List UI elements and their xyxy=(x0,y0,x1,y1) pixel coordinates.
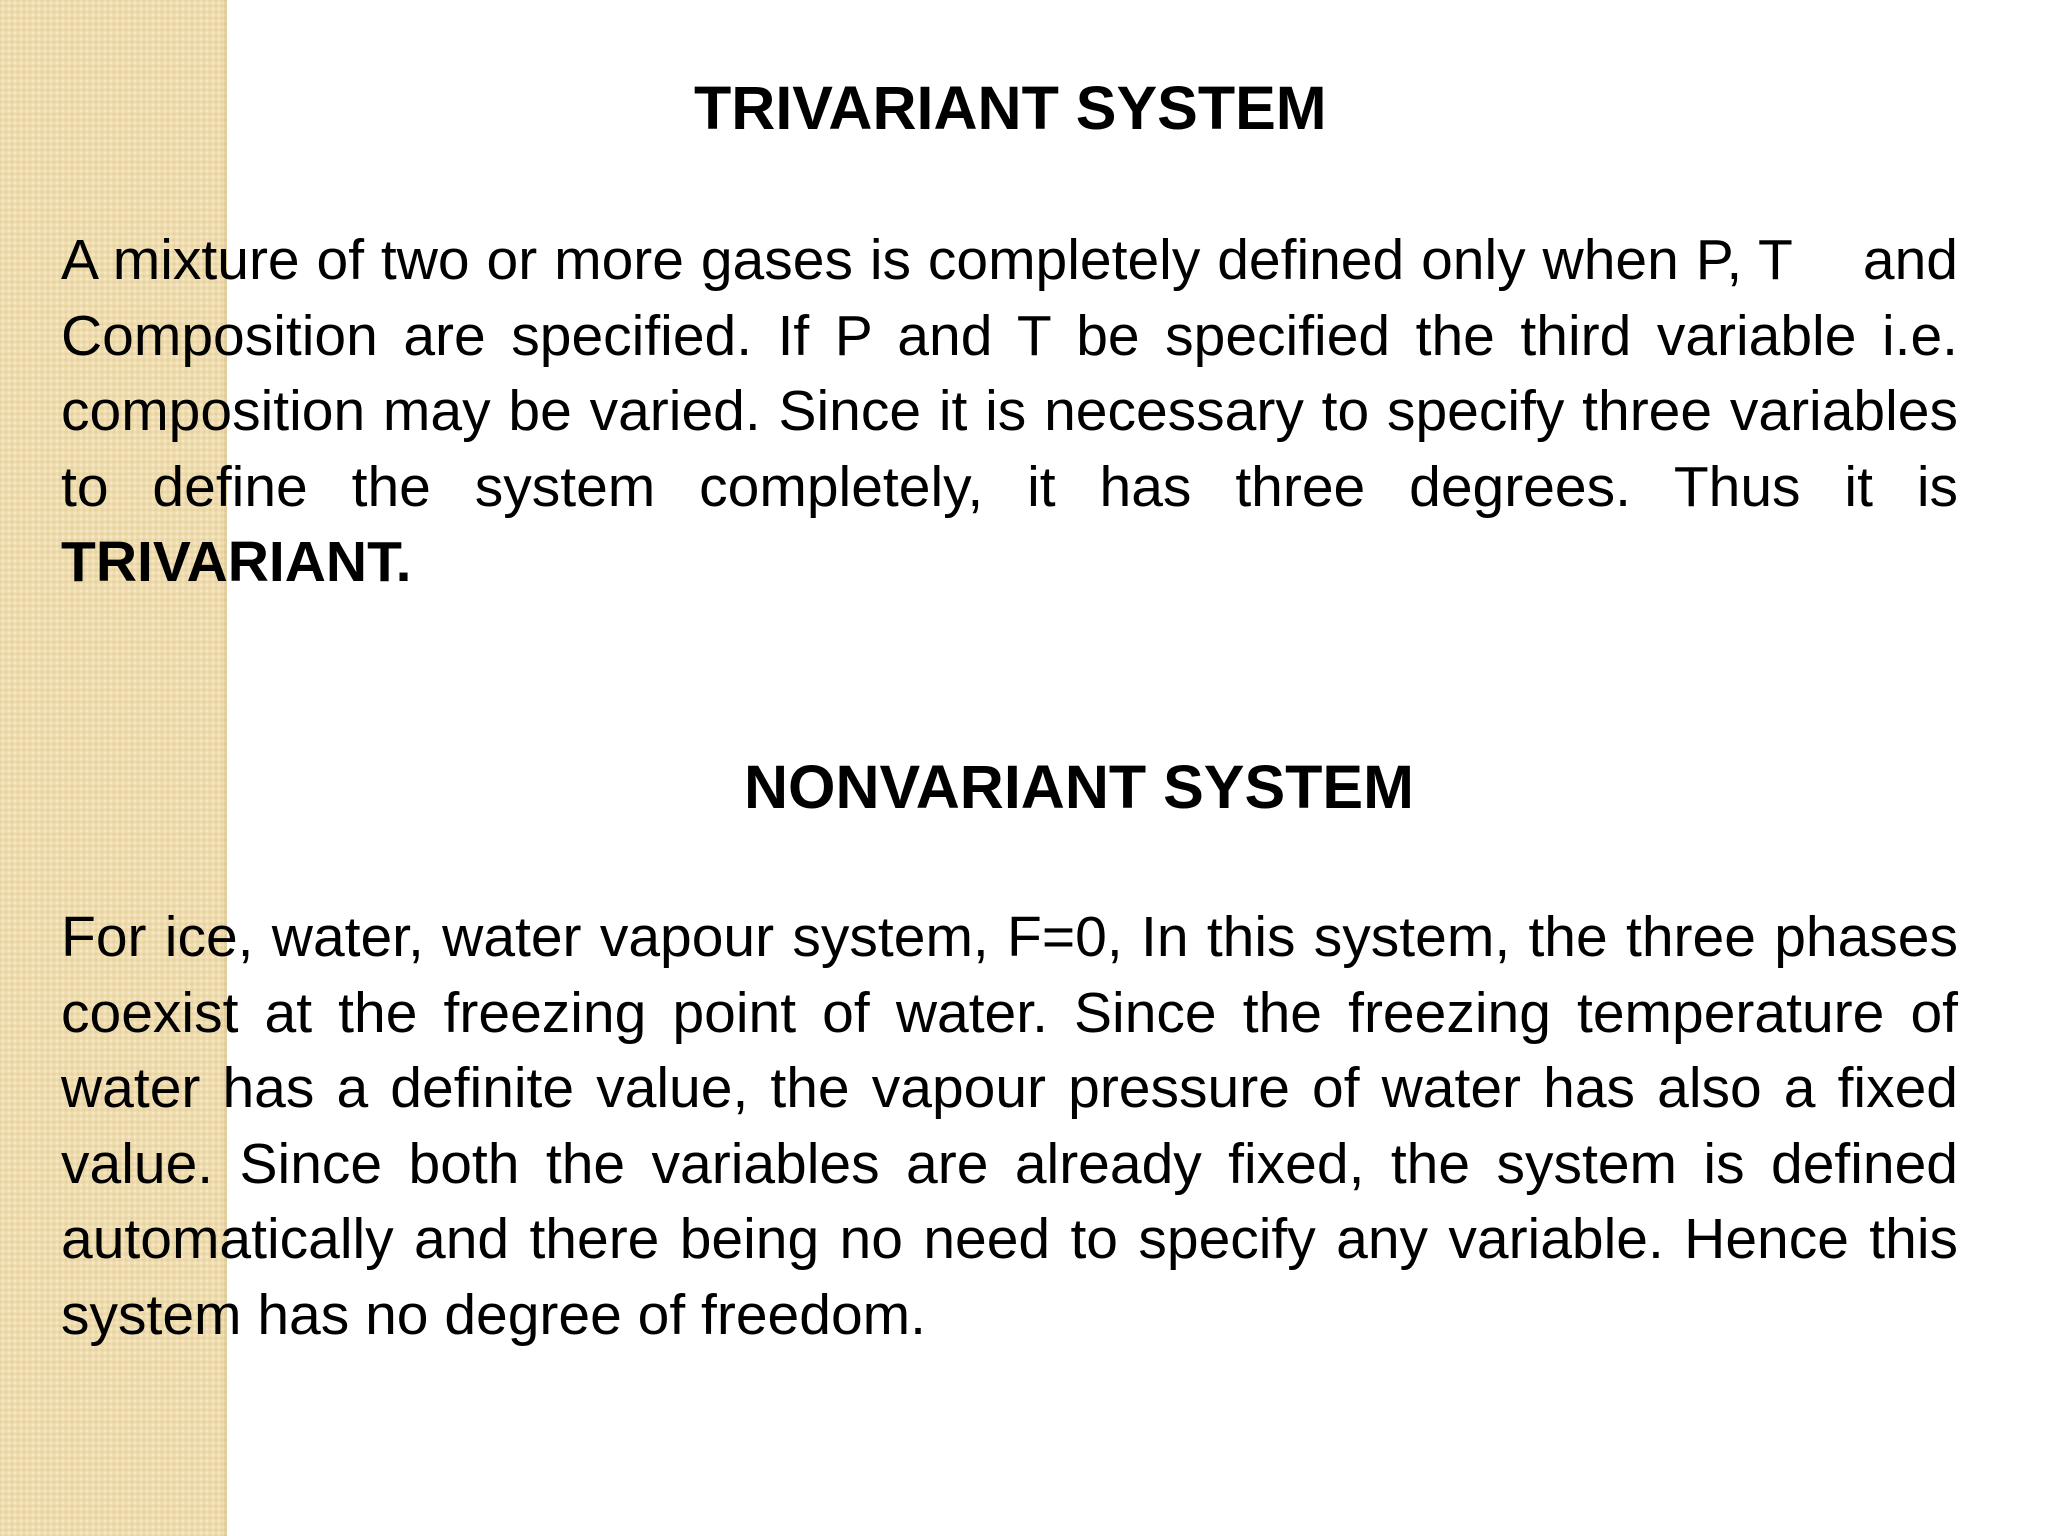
trivariant-heading: TRIVARIANT SYSTEM xyxy=(694,74,1327,142)
trivariant-text-a: A mixture of two or more gases is completely defined only when P, T xyxy=(61,228,1793,292)
nonvariant-heading: NONVARIANT SYSTEM xyxy=(744,753,1414,821)
trivariant-paragraph xyxy=(61,223,1958,601)
trivariant-emphasis: TRIVARIANT. xyxy=(61,530,412,594)
nonvariant-paragraph: For ice, water, water vapour system, F=0, In this system, the three phases coexist at the freezing point of water. Since the freezing temperature of water has a definite value, the vapour pressure of water has also a fixed value. Since both the variables are already fixed, the system is defined automatically and there being no need to specify any variable. Hence this system has no degree of freedom. xyxy=(61,905,1958,1347)
trivariant-text-b: and Composition are specified. If P and T be specified the third variable i.e. composition may be varied. Since it is necessary to specify three variables to define the system completely, it has three degrees. Thus it is xyxy=(61,228,1958,519)
